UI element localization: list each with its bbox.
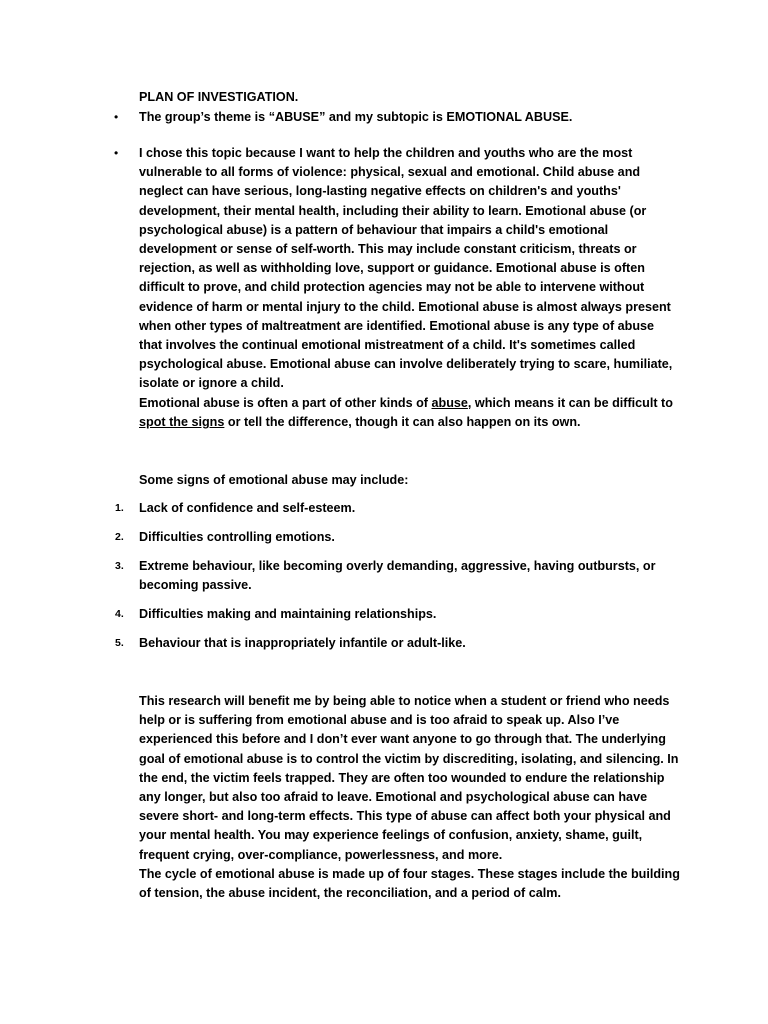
signs-intro: Some signs of emotional abuse may include: <box>139 473 409 487</box>
list-item-text: Difficulties making and maintaining relationships. <box>139 607 437 621</box>
spot-the-signs-link[interactable]: spot the signs <box>139 414 225 429</box>
list-number: 3. <box>115 560 124 572</box>
reason-paragraph: I chose this topic because I want to help the children and youths who are the most vulnerable to all forms of violence: physical, sexual and emotional. Child abuse and neglect can have serious, long-lasting negative effects on children's and youths' development, their mental health, including their ability to learn. Emotional abuse (or psychological abuse) is a pattern of behaviour that impairs a child's emotional development or sense of self-worth. This may include constant criticism, threats or rejection, as well as withholding love, support or guidance. Emotional abuse is often difficult to prove, and child protection agencies may not be able to intervene without evidence of harm or mental injury to the child. Emotional abuse is almost always present when other types of maltreatment are identified. Emotional abuse is any type of abuse that involves the continual emotional mistreatment of a child. It's sometimes called psychological abuse. Emotional abuse can involve deliberately trying to scare, humiliate, isolate or ignore a child. <box>139 146 673 391</box>
page-title: PLAN OF INVESTIGATION. <box>139 90 299 104</box>
reason-text-part2: , which means it can be difficult to <box>467 395 673 410</box>
list-item-text: Behaviour that is inappropriately infantile or adult-like. <box>139 636 466 650</box>
list-number: 2. <box>115 531 124 543</box>
list-item-text: Extreme behaviour, like becoming overly demanding, aggressive, having outbursts, or becoming passive. <box>139 559 656 593</box>
list-number: 5. <box>115 637 124 649</box>
reason-paragraph-2 <box>139 394 679 432</box>
list-item-text: Lack of confidence and self-esteem. <box>139 501 356 515</box>
research-paragraph: This research will benefit me by being able to notice when a student or friend who needs help or is suffering from emotional abuse and is too afraid to speak up. Also I’ve experienced this before and I don’t ever want anyone to go through that. The underlying goal of emotional abuse is to control the victim by discrediting, isolating, and silencing. In the end, the victim feels trapped. They are often too wounded to endure the relationship any longer, but also too afraid to leave. Emotional and psychological abuse can have severe short- and long-term effects. This type of abuse can affect both your physical and your mental health. You may experience feelings of confusion, anxiety, shame, guilt, frequent crying, over-compliance, powerlessness, and more. <box>139 694 679 862</box>
bullet-text-reason <box>139 144 679 432</box>
list-item-text: Difficulties controlling emotions. <box>139 530 335 544</box>
bullet-icon: • <box>114 146 119 160</box>
abuse-link[interactable]: abuse <box>431 395 468 410</box>
reason-text-part3: or tell the difference, though it can also happen on its own. <box>224 414 581 429</box>
list-number: 1. <box>115 502 124 514</box>
research-paragraph-2: The cycle of emotional abuse is made up of four stages. These stages include the building of tension, the abuse incident, the reconciliation, and a period of calm. <box>139 866 680 901</box>
reason-text-part1: Emotional abuse is often a part of other kinds of <box>139 395 432 410</box>
research-section <box>139 692 684 903</box>
bullet-text-theme: The group’s theme is “ABUSE” and my subtopic is EMOTIONAL ABUSE. <box>139 110 573 124</box>
list-number: 4. <box>115 608 124 620</box>
bullet-icon: • <box>114 110 119 124</box>
